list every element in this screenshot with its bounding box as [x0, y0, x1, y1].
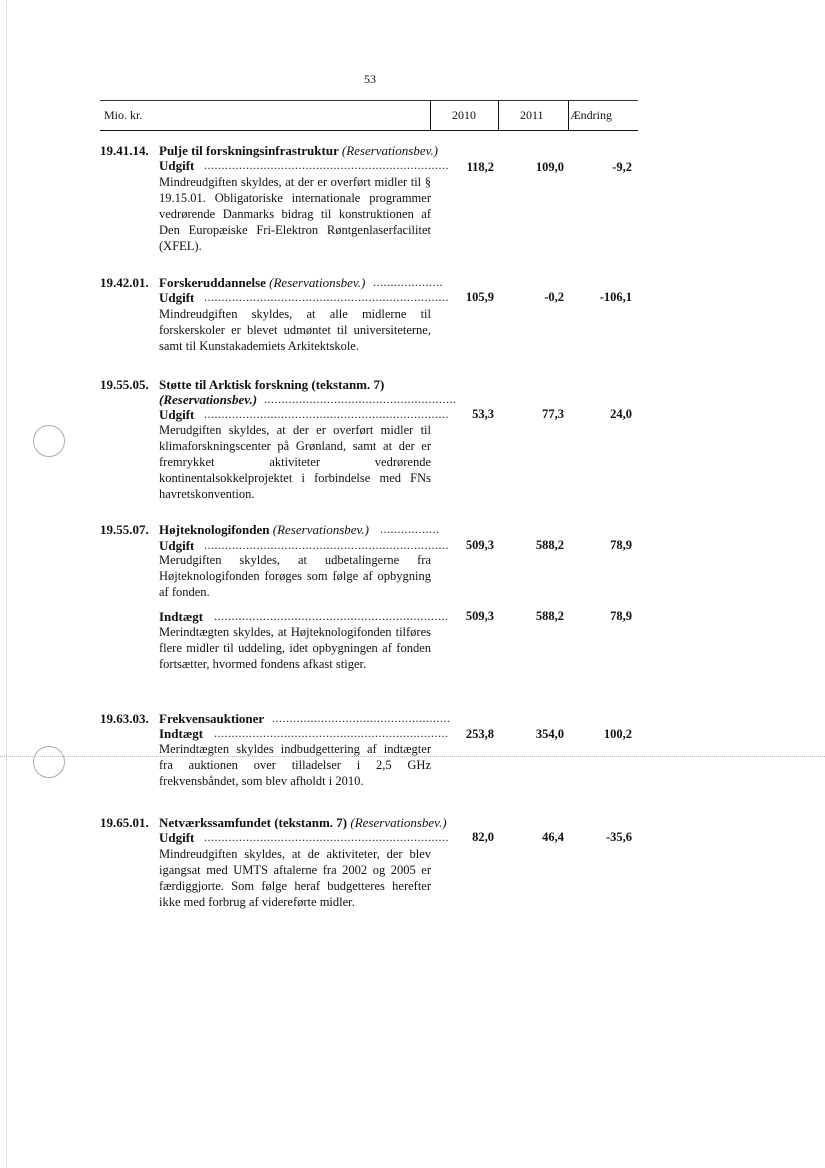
value-change: -35,6 — [605, 830, 632, 844]
value-2010: 118,2 — [466, 160, 494, 174]
line-description: Merindtægten skyldes, at Højteknologifonden tilføres flere midler til uddeling, idet opbygningen af fonden fortsætter, hvormed fondens afkast stiger. — [159, 625, 431, 671]
leader-dots: .................... — [373, 275, 443, 289]
item-number: 19.65.01. — [100, 815, 149, 830]
line-label: Udgift — [159, 538, 195, 553]
value-2011: 46,4 — [542, 830, 564, 844]
scan-margin-line — [6, 0, 7, 1168]
header-2010: 2010 — [452, 108, 476, 122]
line-label: Indtægt — [159, 609, 204, 624]
item-title: Forskeruddannelse (Reservationsbev.) — [159, 275, 366, 290]
header-divider — [568, 100, 569, 130]
value-change: 78,9 — [610, 609, 632, 623]
value-2010: 82,0 — [472, 830, 494, 844]
leader-dots: ....................................................... — [264, 392, 457, 406]
header-divider — [498, 100, 499, 130]
leader-dots: ................................................................... — [214, 609, 449, 623]
value-2010: 253,8 — [465, 727, 494, 741]
value-change: 100,2 — [603, 727, 632, 741]
line-label: Udgift — [159, 407, 195, 422]
value-change: -9,2 — [612, 160, 632, 174]
item-title: Støtte til Arktisk forskning (tekstanm. 7) — [159, 377, 385, 392]
value-change: 78,9 — [610, 538, 632, 552]
item-title: Højteknologifonden (Reservationsbev.) — [159, 522, 369, 537]
value-2011: -0,2 — [544, 290, 564, 304]
item-title: Frekvensauktioner — [159, 711, 265, 726]
header-divider — [430, 100, 431, 130]
scan-fold-line — [0, 756, 825, 757]
value-2010: 105,9 — [465, 290, 494, 304]
line-description: Merindtægten skyldes indbudgettering af indtægter fra auktionen over tilladelser i 2,5 GHz frekvensbåndet, som blev afholdt i 2010. — [159, 742, 431, 788]
line-description: Mindreudgiften skyldes, at der er overført midler til § 19.15.01. Obligatoriske internationale programmer vedrørende Danmarks bidrag til konstruktionen af Den Europæiske Fri-Elektron Røntgenlaserfacilitet (XFEL). — [159, 175, 431, 253]
header-2011: 2011 — [520, 108, 544, 122]
value-change: -106,1 — [599, 290, 632, 304]
line-label: Indtægt — [159, 726, 204, 741]
value-2011: 354,0 — [535, 727, 564, 741]
item-number: 19.42.01. — [100, 275, 149, 290]
value-2011: 77,3 — [542, 407, 564, 421]
value-2011: 109,0 — [535, 160, 564, 174]
punch-hole-mark — [33, 425, 65, 457]
leader-dots: ...................................................................... — [204, 830, 449, 844]
value-2010: 53,3 — [472, 407, 494, 421]
line-label: Udgift — [159, 158, 195, 173]
value-2011: 588,2 — [535, 538, 564, 552]
leader-dots: ................. — [380, 522, 440, 536]
page-number: 53 — [364, 72, 376, 86]
value-2010: 509,3 — [465, 538, 494, 552]
leader-dots: ...................................................................... — [204, 538, 449, 552]
line-label: Udgift — [159, 290, 195, 305]
header-change: Ændring — [570, 108, 612, 122]
item-title: Netværkssamfundet (tekstanm. 7) (Reservationsbev.) — [159, 815, 447, 830]
item-number: 19.63.03. — [100, 711, 149, 726]
item-number: 19.55.07. — [100, 522, 149, 537]
item-number: 19.55.05. — [100, 377, 149, 392]
line-description: Merudgiften skyldes, at der er overført midler til klimaforskningscenter på Grønland, samt at der er fremrykket aktiviteter vedrørende kontinentalsokkelprojektet i forbindelse med FNs havretskonvention. — [159, 423, 431, 501]
value-2011: 588,2 — [535, 609, 564, 623]
leader-dots: ...................................................................... — [204, 290, 449, 304]
value-change: 24,0 — [610, 407, 632, 421]
value-2010: 509,3 — [465, 609, 494, 623]
line-description: Merudgiften skyldes, at udbetalingerne fra Højteknologifonden forøges som følge af opbygning af fonden. — [159, 553, 431, 599]
leader-dots: ................................................... — [272, 711, 451, 725]
line-description: Mindreudgiften skyldes, at de aktiviteter, der blev igangsat med UMTS aftalerne fra 2002 og 2005 er færdiggjorte. Som følge heraf budgetteres herefter ikke med forbrug af videreførte midler. — [159, 847, 431, 909]
line-description: Mindreudgiften skyldes, at alle midlerne til forskerskoler er blevet udmøntet til universiteterne, samt til Kunstakademiets Arkitektskole. — [159, 307, 431, 353]
leader-dots: ...................................................................... — [204, 407, 449, 421]
leader-dots: ...................................................................... — [204, 158, 449, 172]
punch-hole-mark — [33, 746, 65, 778]
header-unit: Mio. kr. — [104, 108, 143, 122]
line-label: Udgift — [159, 830, 195, 845]
item-title: Pulje til forskningsinfrastruktur (Reservationsbev.) — [159, 143, 438, 158]
item-title-note: (Reservationsbev.) — [159, 392, 258, 407]
leader-dots: ................................................................... — [214, 726, 449, 740]
table-header — [100, 100, 638, 131]
item-number: 19.41.14. — [100, 143, 149, 158]
header-top-rule — [100, 100, 638, 101]
